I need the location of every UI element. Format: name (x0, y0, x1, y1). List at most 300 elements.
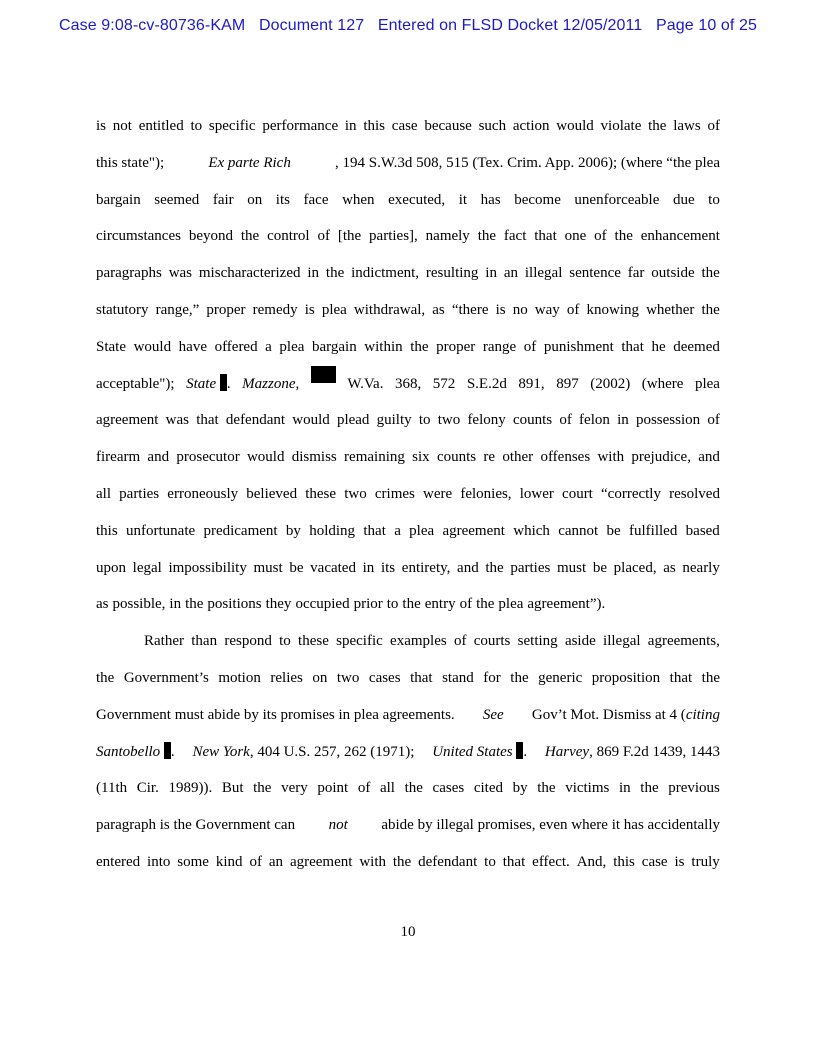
word: in (617, 412, 629, 429)
word: by (285, 522, 301, 539)
word: entry (424, 596, 456, 613)
word: lower (519, 485, 554, 502)
text-line (96, 844, 720, 881)
word: re (483, 449, 496, 466)
word: than (191, 633, 218, 650)
word: offered (214, 338, 258, 355)
word: with (597, 449, 625, 466)
word: erroneously (167, 485, 239, 502)
word: because (424, 118, 472, 134)
word: is (674, 853, 685, 870)
word: effect. (532, 853, 570, 870)
text-line (96, 402, 720, 439)
text-run: , 194 S.W.3d 508, 515 (Tex. Crim. App. 2006); (where “the plea (335, 154, 720, 171)
word: were (423, 485, 453, 502)
word: entitled (138, 118, 184, 134)
word: examples (390, 633, 447, 650)
citation-run (545, 734, 720, 771)
word: is (304, 301, 315, 318)
word: that (502, 853, 526, 870)
word: statutory (96, 301, 149, 318)
word: control (267, 228, 310, 245)
word: court (562, 485, 593, 502)
word: firearm (96, 449, 141, 466)
word: courts (473, 633, 511, 650)
word: whether (646, 301, 695, 318)
word: crimes (374, 485, 415, 502)
word: way (534, 301, 560, 318)
word: seemed (154, 191, 200, 208)
word: counts (436, 449, 477, 466)
word: guilty (376, 412, 412, 429)
text-run: . (226, 375, 231, 392)
word: previous (668, 780, 720, 797)
redaction-block (311, 366, 336, 383)
word: of (566, 301, 580, 318)
text-run: . (170, 743, 175, 760)
text-line (96, 329, 720, 366)
word: aside (564, 633, 596, 650)
word: legal (132, 559, 162, 576)
word: that (196, 412, 219, 429)
word: proposition (591, 669, 661, 686)
word: plead (336, 412, 370, 429)
word: two (437, 412, 461, 429)
case-citation: New York (192, 743, 250, 760)
word: the (485, 559, 504, 576)
text-run: 368, (395, 375, 422, 392)
text-line (96, 145, 720, 182)
word: violate (600, 118, 642, 134)
word: specific (208, 118, 256, 134)
word: based (685, 522, 720, 539)
case-citation: Mazzone (242, 375, 296, 392)
word: due (672, 191, 695, 208)
text-line (96, 366, 720, 403)
text-line (96, 586, 720, 623)
word: fair (212, 191, 234, 208)
word: parties (510, 559, 551, 576)
case-citation: Harvey (544, 743, 590, 760)
word: predicament (203, 522, 278, 539)
document-number: Document 127 (258, 17, 365, 34)
word: (11th (96, 780, 128, 797)
word: occupied (295, 596, 350, 613)
word: case (641, 853, 668, 870)
document-body (96, 108, 720, 881)
word: placed, (613, 559, 657, 576)
word: offenses (540, 449, 591, 466)
case-citation: State (186, 375, 217, 392)
word: is (96, 118, 107, 134)
text-run: this state"); (96, 154, 165, 171)
word: the (640, 780, 659, 797)
word: in (169, 596, 182, 613)
citation-run (432, 734, 527, 771)
word: of (523, 338, 537, 355)
word: on (312, 669, 328, 686)
word: victims (565, 780, 610, 797)
word: holding (309, 522, 356, 539)
word: parties], (369, 228, 418, 245)
word: the (410, 338, 429, 355)
word: of (707, 412, 720, 429)
word: prior (353, 596, 383, 613)
word: parties (119, 485, 160, 502)
word: within (364, 338, 403, 355)
redaction-block (220, 374, 227, 391)
word: would (246, 449, 285, 466)
word: and (698, 449, 720, 466)
redaction-block (164, 742, 171, 759)
word: of (357, 780, 371, 797)
word: to (190, 118, 203, 134)
word: not (112, 118, 132, 134)
word: this (96, 522, 118, 539)
word: an (503, 265, 518, 282)
word: in (618, 780, 631, 797)
word: bargain (96, 191, 141, 208)
text-line (96, 770, 720, 807)
citation-run (186, 366, 231, 403)
word: the (648, 118, 667, 134)
word: entirety, (401, 559, 451, 576)
case-citation: United States (432, 743, 513, 760)
word: to (386, 596, 399, 613)
word: the (614, 228, 633, 245)
word: the (96, 669, 115, 686)
word: agreement”). (527, 596, 606, 613)
word: plea (409, 522, 435, 539)
word: of (707, 118, 720, 134)
text-run: W.Va. (347, 375, 384, 392)
word: the (240, 228, 260, 245)
word: But (221, 780, 244, 797)
word: be (606, 522, 621, 539)
word: defendant (418, 853, 478, 870)
word: the (537, 780, 556, 797)
word: of (459, 596, 473, 613)
word: believed (246, 485, 298, 502)
word: to (484, 853, 496, 870)
emphasis: not (328, 817, 348, 834)
text-run: 572 (432, 375, 456, 392)
word: this (613, 853, 635, 870)
word: that (410, 669, 433, 686)
word: impossibility (168, 559, 247, 576)
word: has (480, 191, 501, 208)
signal-word: See (482, 706, 504, 723)
word: prejudice, (631, 449, 691, 466)
word: must (253, 559, 283, 576)
word: the (510, 669, 529, 686)
text-line (96, 292, 720, 329)
word: outside (651, 265, 695, 282)
text-run: 897 (556, 375, 579, 392)
word: very (281, 780, 308, 797)
word: a (265, 338, 272, 355)
word: in (362, 559, 375, 576)
word: the (253, 780, 272, 797)
word: on (247, 191, 263, 208)
word: defendant (225, 412, 286, 429)
word: plea (321, 301, 347, 318)
citation-run (242, 366, 299, 403)
word: agreement (442, 522, 505, 539)
text-line (96, 623, 720, 660)
word: sentence (569, 265, 621, 282)
word: counts (512, 412, 553, 429)
word: illegal (524, 265, 563, 282)
word: 1989)). (168, 780, 213, 797)
word: that (621, 338, 644, 355)
text-line (96, 550, 720, 587)
word: truly (691, 853, 720, 870)
text-run: 891, (518, 375, 545, 392)
word: indictment, (351, 265, 420, 282)
word: plea (498, 596, 524, 613)
word: face (303, 191, 329, 208)
text-line (96, 734, 720, 771)
case-number: Case 9:08-cv-80736-KAM (59, 17, 246, 34)
case-citation: Santobello (96, 743, 161, 760)
word: executed, (388, 191, 446, 208)
word: range,” (155, 301, 200, 318)
word: all (379, 780, 395, 797)
word: cannot (558, 522, 599, 539)
word: possession (635, 412, 701, 429)
word: was (168, 265, 193, 282)
word: the (701, 301, 720, 318)
word: paragraphs (96, 265, 162, 282)
word: all (96, 485, 111, 502)
word: be (592, 559, 608, 576)
word: cited (473, 780, 503, 797)
word: was (165, 412, 189, 429)
word: prosecutor (176, 449, 240, 466)
word: remaining (344, 449, 405, 466)
word: the (701, 669, 720, 686)
word: And, (576, 853, 607, 870)
word: action (512, 118, 550, 134)
word: kind (215, 853, 243, 870)
word: to (418, 412, 431, 429)
word: in (344, 118, 357, 134)
word: performance (262, 118, 339, 134)
word: by (512, 780, 528, 797)
word: would (556, 118, 594, 134)
word: far (627, 265, 645, 282)
word: this (363, 118, 386, 134)
text-line (96, 182, 720, 219)
signal-word: citing (685, 706, 720, 723)
word: these (298, 633, 329, 650)
word: in (307, 265, 320, 282)
text-line (96, 513, 720, 550)
word: namely (425, 228, 470, 245)
text-run: , 404 U.S. 257, 262 (1971); (249, 743, 415, 760)
word: setting (517, 633, 558, 650)
word: the (477, 228, 497, 245)
word: into (147, 853, 171, 870)
word: an (268, 853, 284, 870)
word: enhancement (640, 228, 720, 245)
word: of (249, 853, 262, 870)
word: to (708, 191, 720, 208)
word: the (404, 780, 423, 797)
word: range (482, 338, 517, 355)
text-line (96, 660, 720, 697)
word: be (289, 559, 304, 576)
word: they (265, 596, 292, 613)
word: unfortunate (126, 522, 196, 539)
word: case (391, 118, 418, 134)
word: point (317, 780, 349, 797)
text-line (96, 218, 720, 255)
citation-run (96, 734, 175, 771)
word: of (317, 228, 330, 245)
word: resulting (425, 265, 479, 282)
word: and (457, 559, 479, 576)
text-run: paragraph is the Government can (96, 817, 296, 834)
text-run: S.E.2d (466, 375, 507, 392)
word: other (502, 449, 534, 466)
word: respond (224, 633, 272, 650)
word: two (344, 485, 367, 502)
word: proper (436, 338, 476, 355)
word: that (534, 228, 557, 245)
word: felonies, (460, 485, 512, 502)
word: the (402, 596, 421, 613)
word: as (96, 596, 109, 613)
word: stand (442, 669, 474, 686)
word: withdrawal, (353, 301, 426, 318)
word: no (512, 301, 528, 318)
word: one (564, 228, 587, 245)
word: bargain (311, 338, 357, 355)
word: knowing (586, 301, 639, 318)
word: its (380, 559, 396, 576)
text-run: abide by illegal promises, even where it has accidentally (381, 817, 720, 834)
word: the (325, 265, 345, 282)
word: is (495, 301, 506, 318)
docket-header (0, 17, 816, 35)
page-number: 10 (400, 924, 416, 940)
text-line (96, 255, 720, 292)
word: punishment (543, 338, 614, 355)
text-run: plea (694, 375, 720, 392)
word: for (483, 669, 501, 686)
text-run: . (523, 743, 528, 760)
word: such (478, 118, 507, 134)
word: that (363, 522, 386, 539)
word: beyond (188, 228, 234, 245)
word: vacated (310, 559, 356, 576)
text-line (96, 807, 720, 844)
word: deemed (673, 338, 720, 355)
word: to (279, 633, 291, 650)
word: as (663, 559, 676, 576)
word: generic (538, 669, 583, 686)
word: relies (270, 669, 303, 686)
word: of (594, 228, 607, 245)
word: positions (207, 596, 262, 613)
text-run: , (295, 375, 300, 392)
text-line (96, 439, 720, 476)
word: circumstances (96, 228, 181, 245)
word: Rather (144, 633, 184, 650)
word: the (701, 265, 720, 282)
word: which (513, 522, 550, 539)
word: would (292, 412, 330, 429)
text-run: Gov’t Mot. Dismiss at 4 ( (531, 706, 686, 723)
word: upon (96, 559, 126, 576)
word: would (133, 338, 172, 355)
word: as (432, 301, 445, 318)
word: have (178, 338, 207, 355)
word: felony (467, 412, 506, 429)
word: mischaracterized (198, 265, 301, 282)
entered-date: Entered on FLSD Docket 12/05/2011 (377, 17, 643, 34)
text-line (96, 476, 720, 513)
text-line (96, 108, 720, 145)
word: of (559, 412, 572, 429)
text-run: acceptable"); (96, 375, 175, 392)
word: felon (579, 412, 610, 429)
word: plea (279, 338, 305, 355)
text-run: Government must abide by its promises in plea agreements. (96, 706, 455, 723)
word: State (96, 338, 126, 355)
word: nearly (682, 559, 720, 576)
text-run: (2002) (590, 375, 631, 392)
word: and (147, 449, 170, 466)
word: Cir. (136, 780, 159, 797)
word: in (485, 265, 497, 282)
word: possible, (112, 596, 166, 613)
word: that (669, 669, 693, 686)
word: when (342, 191, 375, 208)
word: dismiss (291, 449, 337, 466)
word: laws (673, 118, 701, 134)
word: remedy (252, 301, 298, 318)
text-run: (where (641, 375, 684, 392)
word: of (453, 633, 467, 650)
word: fulfilled (629, 522, 678, 539)
word: become (514, 191, 561, 208)
word: agreement (289, 853, 353, 870)
word: a (394, 522, 401, 539)
citation-run (532, 697, 720, 734)
text-line (96, 697, 720, 734)
word: the (185, 596, 204, 613)
case-citation: Ex parte Rich (208, 154, 291, 171)
word: Government’s (123, 669, 209, 686)
text-run: , 869 F.2d 1439, 1443 (589, 743, 720, 760)
word: it (458, 191, 468, 208)
word: motion (218, 669, 261, 686)
word: proper (206, 301, 246, 318)
page-indicator: Page 10 of 25 (656, 17, 757, 34)
word: entered (96, 853, 141, 870)
word: these (305, 485, 337, 502)
word: he (651, 338, 666, 355)
word: some (177, 853, 209, 870)
word: agreement (96, 412, 159, 429)
word: fact (503, 228, 527, 245)
citation-run (192, 734, 414, 771)
word: with (359, 853, 386, 870)
word: “correctly (601, 485, 661, 502)
